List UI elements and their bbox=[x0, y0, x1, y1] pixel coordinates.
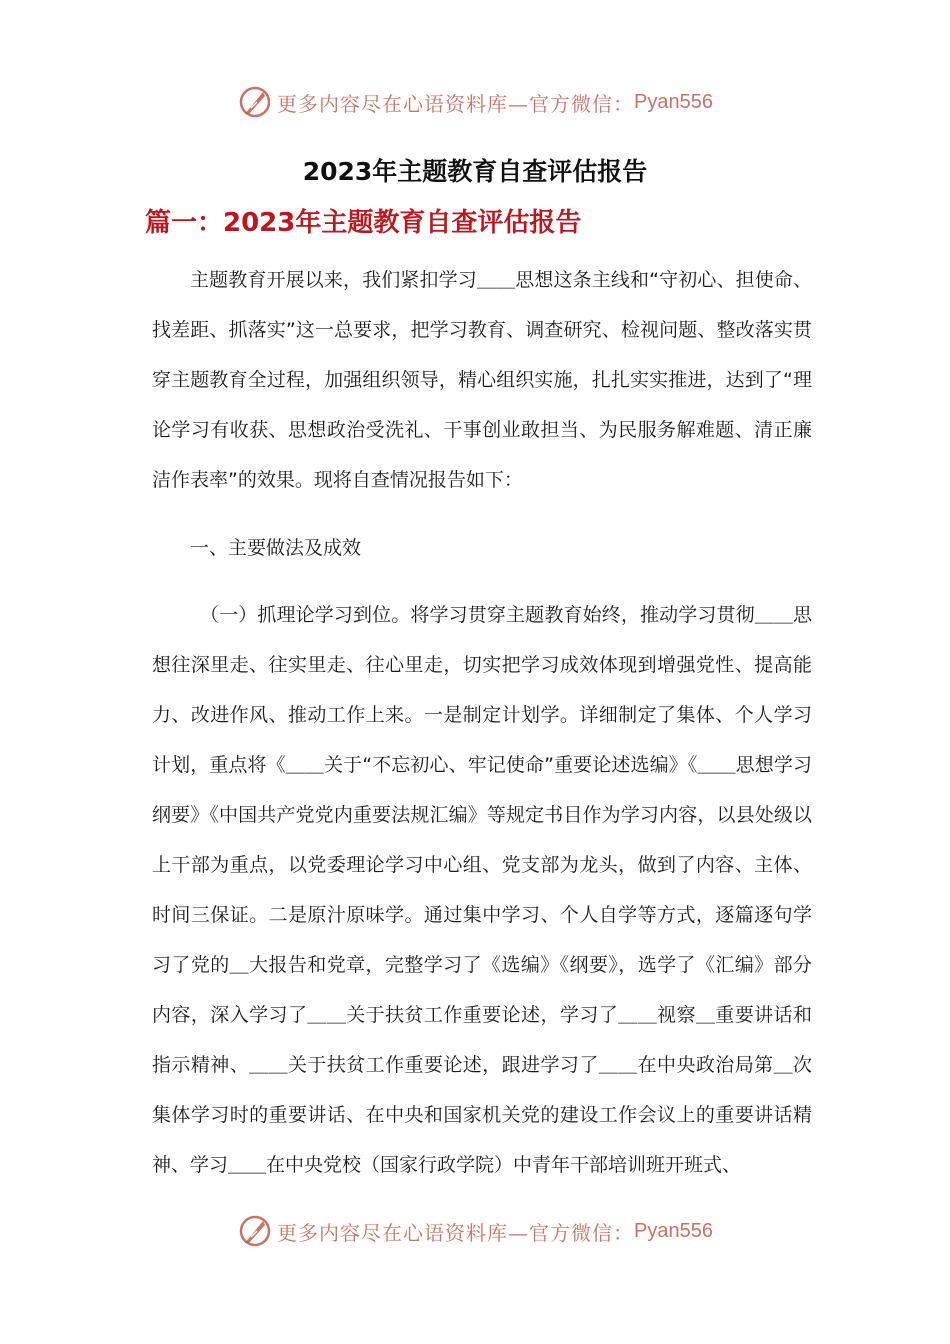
intro-paragraph: 主题教育开展以来，我们紧扣学习＿＿思想这条主线和“守初心、担使命、找差距、抓落实”这一总要求，把学习教育、调查研究、检视问题、整改落实贯穿主题教育全过程，加强组织领导，精心组织实施，扎扎实实推进，达到了“理论学习有收获、思想政治受洗礼、干事创业敢担当、为民服务解难题、清正廉洁作表率”的效果。现将自查情况报告如下： bbox=[152, 269, 812, 491]
watermark-banner-bottom bbox=[0, 1211, 950, 1251]
watermark-wechat-id: Pyan556 bbox=[634, 1219, 713, 1242]
heading-main-practices: 一、主要做法及成效 bbox=[190, 537, 362, 559]
watermark-wechat-id: Pyan556 bbox=[634, 90, 713, 113]
document-title: 2023年主题教育自查评估报告 bbox=[302, 157, 648, 186]
section-title: 篇一：2023年主题教育自查评估报告 bbox=[145, 208, 582, 238]
watermark-banner-top bbox=[0, 82, 950, 122]
watermark-text: 更多内容尽在心语资料库—官方微信： bbox=[277, 1220, 635, 1245]
quill-logo-icon bbox=[237, 1213, 273, 1249]
quill-logo-icon bbox=[237, 84, 273, 120]
paragraph-theory-study: （一）抓理论学习到位。将学习贯穿主题教育始终，推动学习贯彻＿＿思想往深里走、往实里走、往心里走，切实把学习成效体现到增强党性、提高能力、改进作风、推动工作上来。一是制定计划学。详细制定了集体、个人学习计划，重点将《＿＿关于“不忘初心、牢记使命”重要论述选编》《＿＿思想学习纲要》《中国共产党党内重要法规汇编》等规定书目作为学习内容，以县处级以上干部为重点，以党委理论学习中心组、党支部为龙头，做到了内容、主体、时间三保证。二是原汁原味学。通过集中学习、个人自学等方式，逐篇逐句学习了党的＿大报告和党章，完整学习了《选编》《纲要》，选学了《汇编》部分内容，深入学习了＿＿关于扶贫工作重要论述，学习了＿＿视察＿重要讲话和指示精神、＿＿关于扶贫工作重要论述，跟进学习了＿＿在中央政治局第＿次集体学习时的重要讲话、在中央和国家机关党的建设工作会议上的重要讲话精神、学习＿＿在中央党校（国家行政学院）中青年干部培训班开班式、 bbox=[152, 604, 812, 1176]
watermark-text: 更多内容尽在心语资料库—官方微信： bbox=[277, 91, 635, 116]
